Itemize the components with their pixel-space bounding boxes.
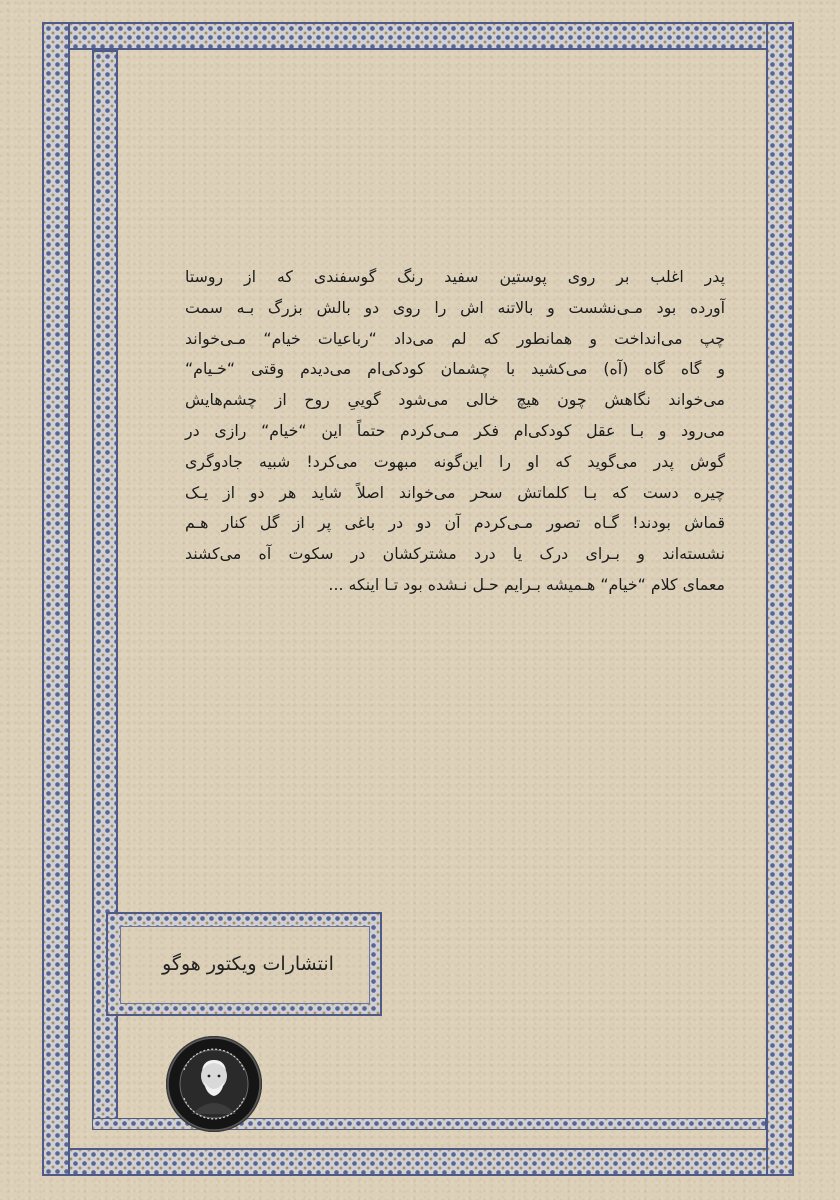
paragraph-line: و گاه گاه (آه) می‌کشید با چشمان کودکی‌ام می‌دیدم وقتی “خـیام“ [185, 359, 725, 379]
paragraph-line: آورده بود مـی‌نشست و بالاتنه اش را روی دو بالش بزرگ بـه سمت [185, 297, 725, 317]
paragraph-line: می‌رود و بـا عقل کودکی‌ام فکر مـی‌کردم حتماً این “خیام“ رازی در [185, 420, 725, 440]
border-right [766, 22, 794, 1176]
paragraph-line: چپ می‌انداخت و همانطور که لم می‌داد “رباعیات خیام“ مـی‌خواند [185, 328, 725, 348]
border-top [42, 22, 794, 50]
publisher-seal-icon [166, 1036, 262, 1132]
back-cover-paragraph [185, 262, 725, 601]
paragraph-line: پدر اغلب بر روی پوستین سفید رنگ گوسفندی که از روستا [185, 267, 725, 286]
publisher-logo-icon [166, 1036, 262, 1132]
border-bottom [42, 1148, 794, 1176]
paragraph-line: گوش پدر می‌گوید که او را این‌گونه مبهوت می‌کرد! شبیه جادوگری [185, 451, 725, 471]
paragraph-line: نشسته‌اند و بـرای درک یا درد مشترکشان در سکوت آه می‌کشند [185, 544, 725, 564]
paragraph-line: چیره دست که بـا کلماتش سحر می‌خواند اصلاً شاید هر دو از یـک [185, 482, 725, 502]
paragraph-line: می‌خواند نگاهش چون هیچ خالی می‌شود گوییِ روح از چشم‌هایش [185, 390, 725, 410]
publisher-name: انتشارات ویکتور هوگو [162, 953, 334, 975]
border-left [42, 22, 70, 1176]
paragraph-line: معمای کلام “خیام“ هـمیشه بـرایم حـل نـشده بود تـا اینکه ... [328, 574, 725, 594]
paragraph-line: قماش بودند! گـاه تصور مـی‌کردم آن دو در باغی پر از گل کنار هـم [185, 513, 725, 533]
